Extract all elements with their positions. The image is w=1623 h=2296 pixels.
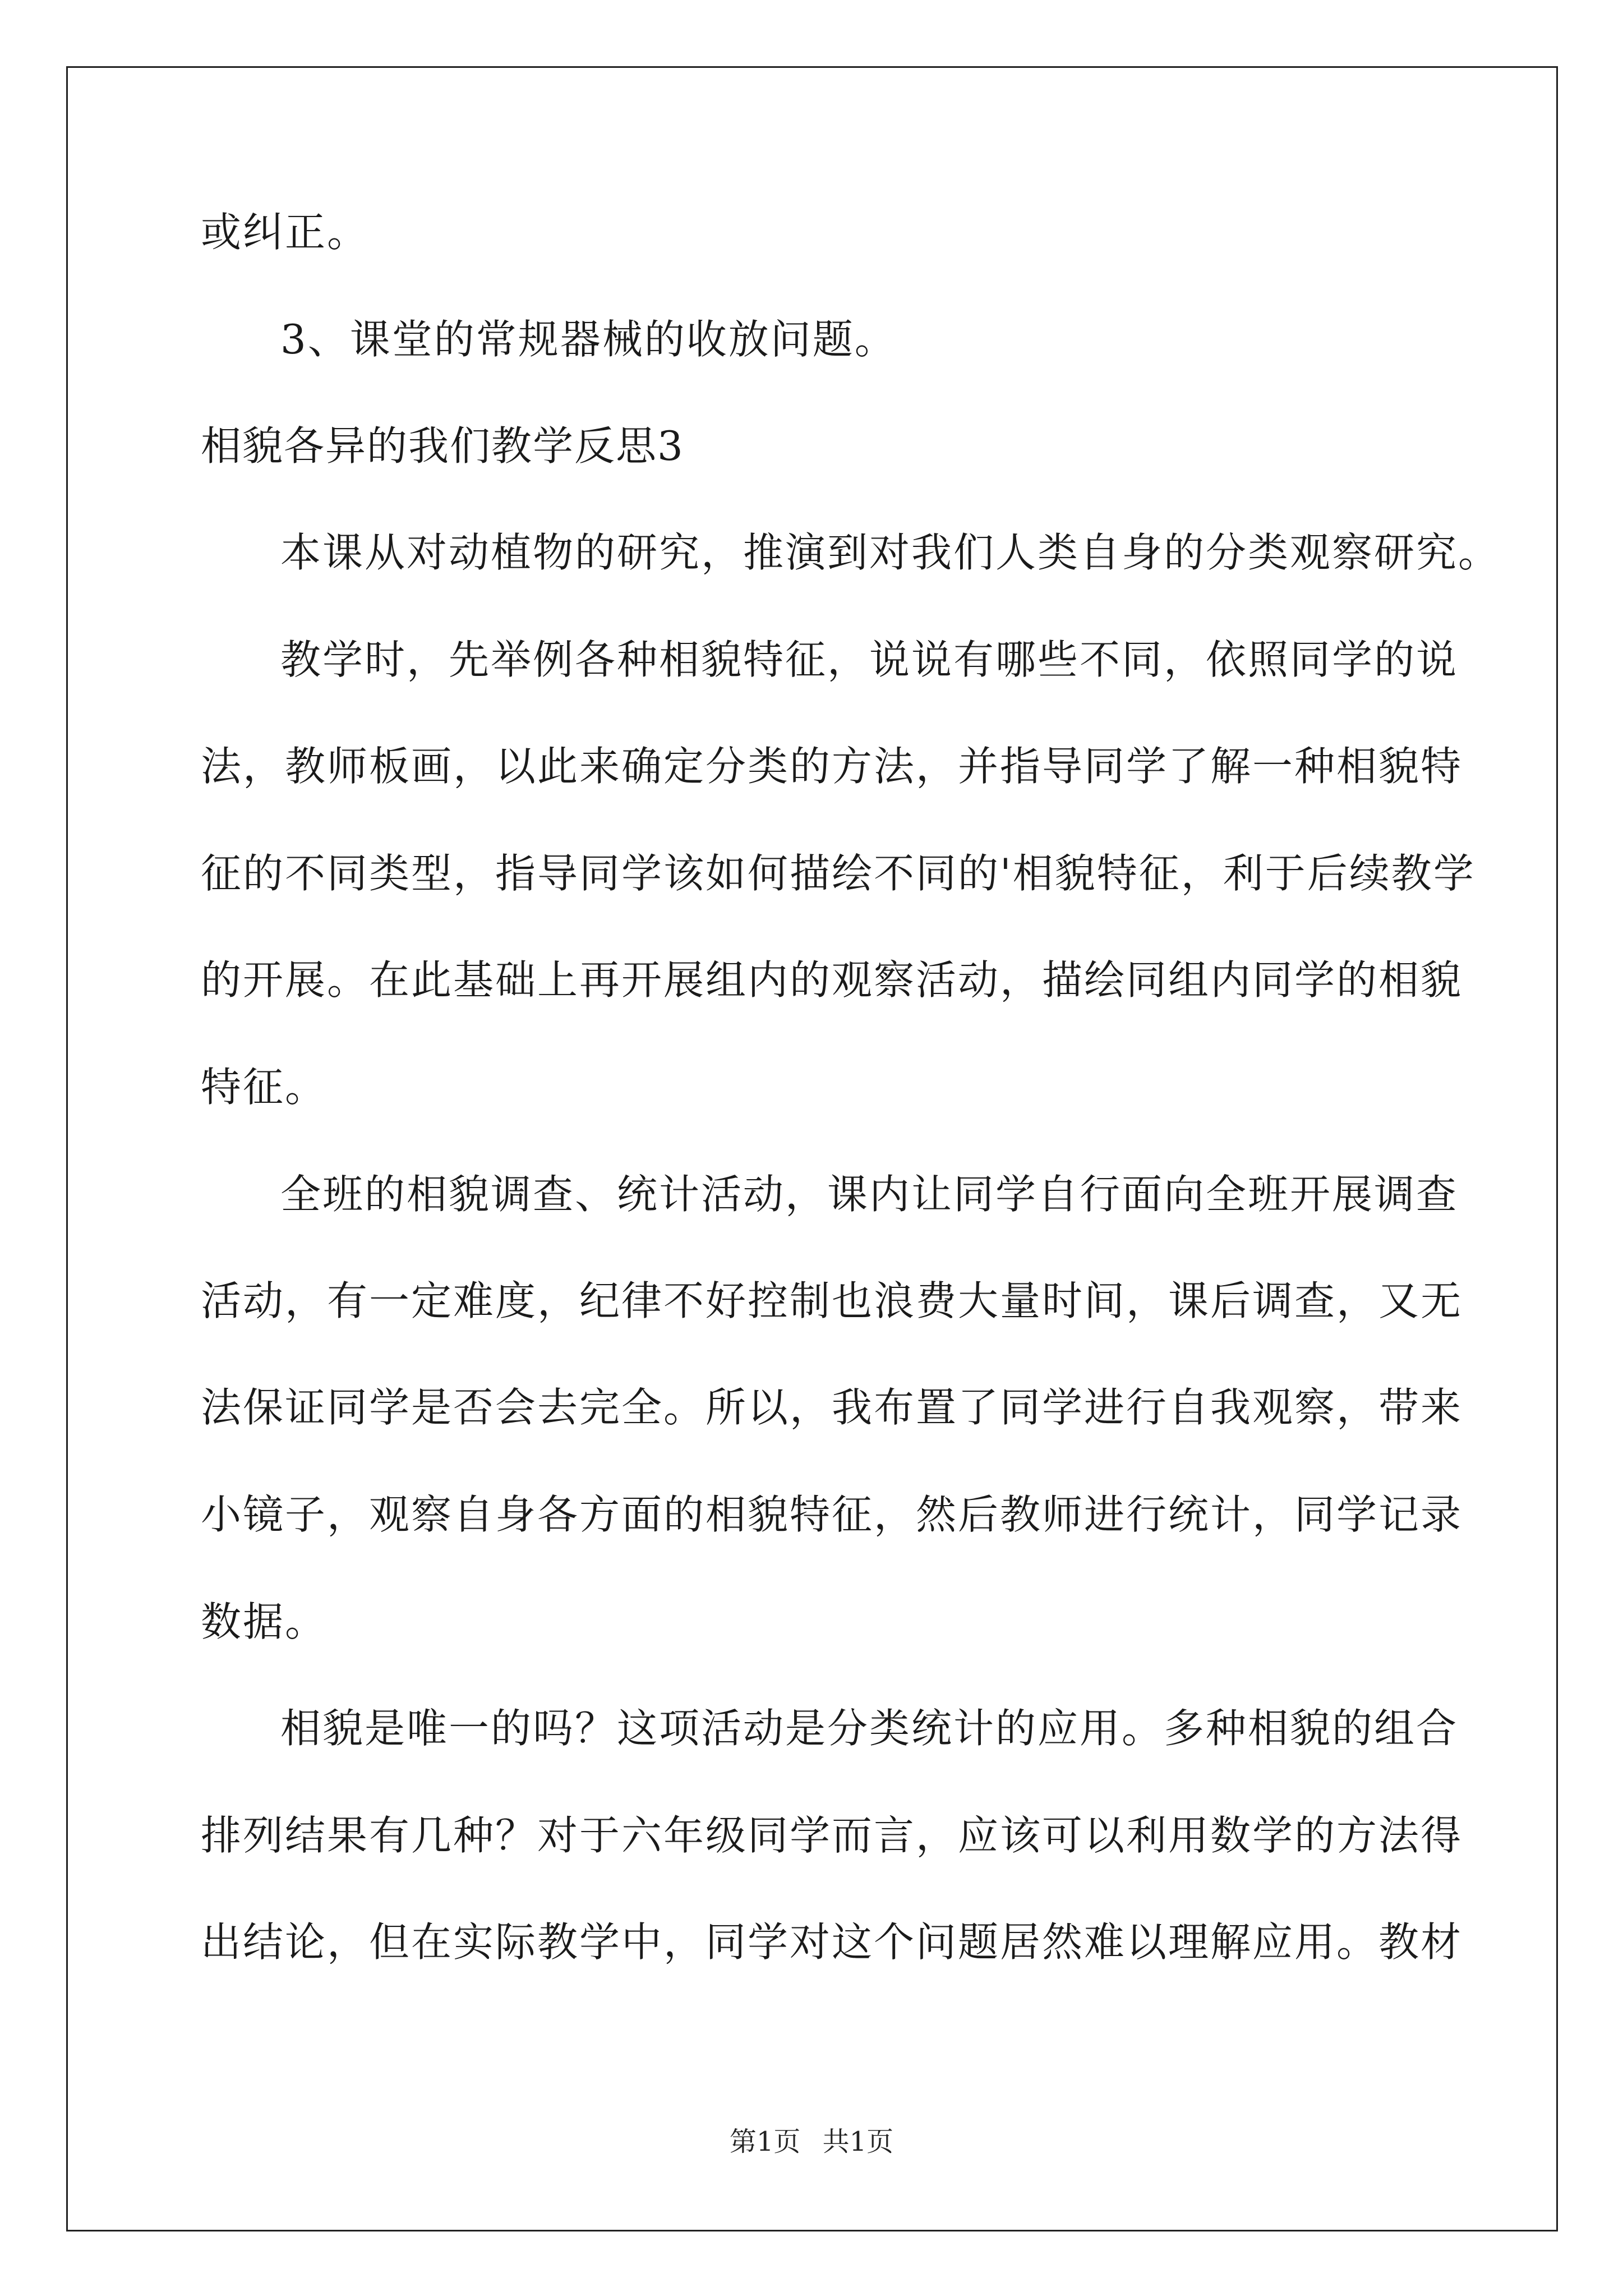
section-heading: 相貌各异的我们教学反思3 [201, 422, 684, 470]
text-line: 出结论，但在实际教学中，同学对这个问题居然难以理解应用。教材 [201, 1918, 1463, 1966]
text-line: 全班的相貌调查、统计活动，课内让同学自行面向全班开展调查 [280, 1171, 1459, 1218]
text-line: 特征。 [201, 1064, 328, 1111]
text-line: 排列结果有几种？对于六年级同学而言，应该可以利用数学的方法得 [201, 1812, 1463, 1859]
text-line: 本课从对动植物的研究，推演到对我们人类自身的分类观察研究。 [280, 529, 1501, 576]
text-line: 数据。 [201, 1598, 328, 1645]
text-line: 相貌是唯一的吗？这项活动是分类统计的应用。多种相貌的组合 [280, 1705, 1459, 1752]
text-line: 小镜子，观察自身各方面的相貌特征，然后教师进行统计，同学记录 [201, 1491, 1463, 1538]
text-line: 或纠正。 [201, 209, 370, 256]
text-line: 教学时，先举例各种相貌特征，说说有哪些不同，依照同学的说 [280, 636, 1459, 683]
text-line: 3、课堂的常规器械的收放问题。 [280, 316, 897, 363]
page-total: 共1页 [822, 2126, 894, 2157]
text-line: 活动，有一定难度，纪律不好控制也浪费大量时间，课后调查，又无 [201, 1277, 1463, 1324]
text-line: 法，教师板画，以此来确定分类的方法，并指导同学了解一种相貌特 [201, 743, 1463, 790]
text-line: 法保证同学是否会去完全。所以，我布置了同学进行自我观察，带来 [201, 1384, 1463, 1431]
text-line: 的开展。在此基础上再开展组内的观察活动，描绘同组内同学的相貌 [201, 956, 1463, 1004]
text-line: 征的不同类型，指导同学该如何描绘不同的'相貌特征，利于后续教学 [201, 850, 1476, 897]
page-border [66, 66, 1558, 2231]
page-number: 第1页 [729, 2126, 801, 2157]
page-footer [0, 2125, 1623, 2159]
